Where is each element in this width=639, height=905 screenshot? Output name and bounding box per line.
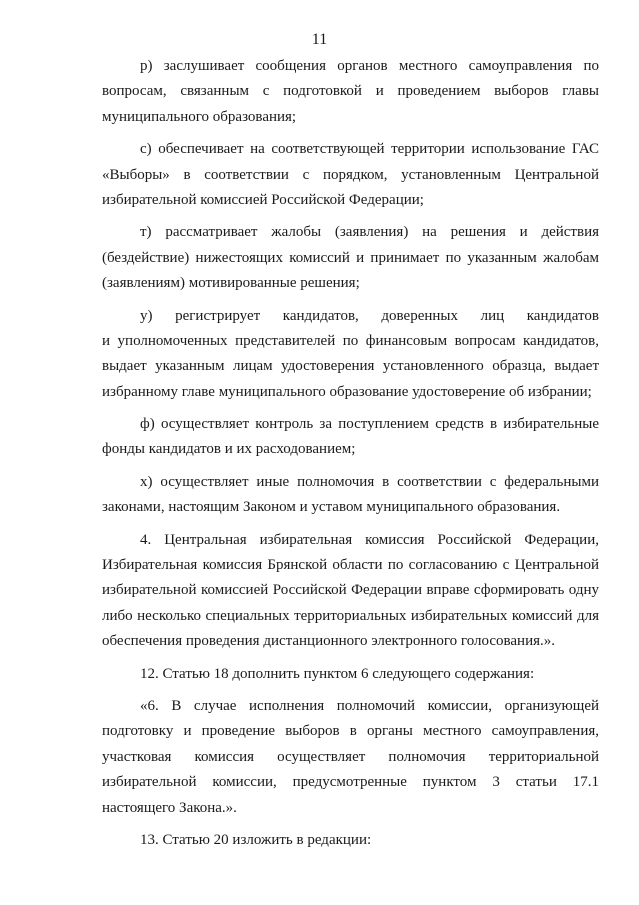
text-line: настоящего Закона.». — [102, 799, 237, 816]
paragraph-p-u — [102, 304, 599, 406]
text-line: обеспечения проведения дистанционного электронного голосования.». — [102, 633, 556, 650]
text-line: подготовку и проведение выборов в органы местного самоуправления, — [102, 723, 599, 740]
text-line: вопросам, связанным с подготовкой и проведением выборов главы — [102, 83, 599, 100]
paragraph-p-6 — [102, 694, 599, 821]
text-line: избирательной комиссией Российской Федерации вправе сформировать одну — [102, 582, 599, 599]
text-line: у) регистрирует кандидатов, доверенных лиц кандидатов — [140, 307, 599, 324]
text-line: с) обеспечивает на соответствующей территории использование ГАС — [140, 141, 599, 158]
text-line: х) осуществляет иные полномочия в соответствии с федеральными — [140, 473, 599, 490]
text-line: 13. Статью 20 изложить в редакции: — [140, 831, 372, 848]
text-line: участковая комиссия осуществляет полномочия территориальной — [102, 748, 599, 765]
paragraph-p-12 — [102, 662, 599, 687]
paragraph-p-4 — [102, 528, 599, 655]
text-line: фонды кандидатов и их расходованием; — [102, 441, 356, 458]
text-line: р) заслушивает сообщения органов местного самоуправления по — [140, 58, 599, 74]
text-line: Избирательная комиссия Брянской области по согласованию с Центральной — [102, 557, 599, 574]
text-line: ф) осуществляет контроль за поступлением средств в избирательные — [140, 416, 599, 433]
text-line: «Выборы» в соответствии с порядком, установленным Центральной — [102, 166, 599, 183]
page-number: 11 — [311, 31, 328, 48]
text-line: 4. Центральная избирательная комиссия Российской Федерации, — [140, 531, 599, 548]
text-line: избранному главе муниципального образование удостоверение об избрании; — [102, 383, 592, 400]
text-line: (заявлениям) мотивированные решения; — [102, 275, 360, 292]
paragraph-p-f — [102, 412, 599, 463]
text-line: законами, настоящим Законом и уставом муниципального образования. — [102, 499, 561, 516]
paragraph-p-13 — [102, 828, 599, 853]
paragraph-p-s — [102, 137, 599, 213]
text-line: либо несколько специальных территориальных избирательных комиссий для — [102, 607, 599, 624]
text-line: муниципального образования; — [102, 108, 297, 125]
text-line: «6. В случае исполнения полномочий комиссии, организующей — [140, 697, 599, 714]
text-line: 12. Статью 18 дополнить пунктом 6 следующего содержания: — [140, 665, 535, 682]
text-line: т) рассматривает жалобы (заявления) на решения и действия — [140, 224, 599, 241]
text-line: выдает указанным лицам удостоверения установленного образца, выдает — [102, 358, 599, 375]
document-body — [102, 54, 599, 853]
paragraph-p-h — [102, 470, 599, 521]
paragraph-p-r — [102, 54, 599, 130]
text-line: (бездействие) нижестоящих комиссий и принимает по указанным жалобам — [102, 249, 599, 266]
text-line: и уполномоченных представителей по финансовым вопросам кандидатов, — [102, 332, 599, 349]
paragraph-p-t — [102, 220, 599, 296]
text-line: избирательной комиссии, предусмотренные пунктом 3 статьи 17.1 — [102, 774, 599, 791]
text-line: избирательной комиссией Российской Федерации; — [102, 191, 424, 208]
